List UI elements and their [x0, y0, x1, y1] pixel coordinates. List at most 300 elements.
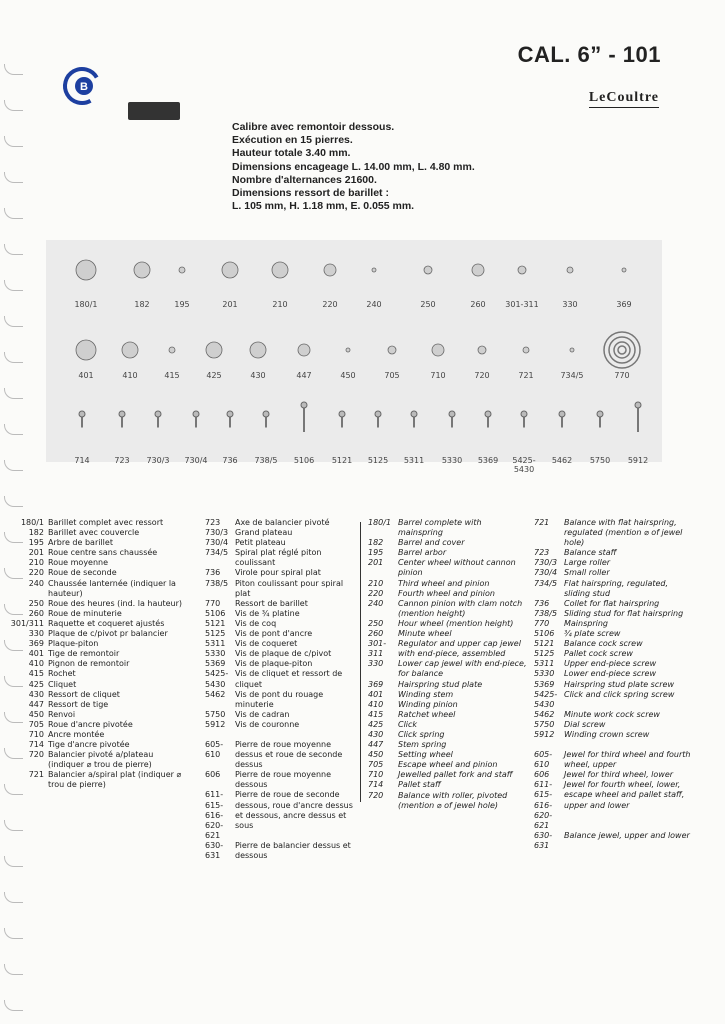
part-number: 195 [28, 538, 44, 548]
list-item [368, 730, 528, 740]
list-item [534, 750, 696, 770]
part-number: 5106 [205, 608, 226, 618]
list-item [205, 659, 355, 669]
english-list-left [368, 518, 528, 811]
part-description: Vis de coqueret [235, 639, 298, 649]
part-illustration [604, 332, 640, 368]
part-label: 770 [614, 371, 630, 380]
part-label: 714 [74, 456, 90, 465]
part-number: 770 [205, 598, 221, 608]
part-description: Roue moyenne [48, 558, 109, 568]
part-number: 723 [205, 518, 221, 527]
part-label: 721 [518, 371, 534, 380]
part-label: 425 [206, 371, 222, 380]
list-item [205, 639, 355, 649]
binder-hole [4, 1000, 23, 1011]
part-description: Minute wheel [398, 629, 452, 639]
part-illustration [372, 268, 376, 272]
part-illustration [472, 264, 484, 276]
part-number: 415 [368, 709, 384, 719]
list-item [6, 750, 190, 770]
part-number: 182 [28, 528, 44, 538]
cb-logo-icon [62, 66, 102, 106]
part-description: Vis de coq [235, 618, 277, 628]
part-number: 240 [368, 598, 384, 608]
part-number: 605-610 [205, 739, 224, 760]
list-item [534, 568, 696, 578]
part-number: 410 [368, 699, 384, 709]
part-number: 425 [28, 679, 44, 689]
part-description: Jewel for third wheel and fourth wheel, upper [564, 750, 691, 770]
part-number: 201 [28, 548, 44, 558]
english-list-right [534, 518, 696, 851]
part-number: 180/1 [368, 518, 392, 527]
part-number: 5912 [534, 729, 555, 739]
part-number: 5121 [205, 618, 226, 628]
part-label: 5750 [589, 456, 611, 465]
list-item [534, 619, 696, 629]
part-number [205, 730, 235, 740]
list-item [205, 579, 355, 599]
binder-hole [4, 928, 23, 939]
binder-hole [4, 352, 23, 363]
part-description: Jewel for fourth wheel, lower, escape wheel and pallet staff, upper and lower [564, 780, 685, 810]
part-number: 369 [28, 639, 44, 649]
part-number: 201 [368, 558, 384, 568]
divider [360, 522, 361, 802]
list-item [368, 629, 528, 639]
parts-plate [46, 240, 662, 474]
part-description: Pierre de roue de seconde dessous, roue d'ancre dessus et dessous, ancre dessus et sous [235, 790, 353, 830]
list-item [205, 669, 355, 689]
list-item [368, 579, 528, 589]
part-label: 250 [420, 300, 436, 309]
part-description: Arbre de barillet [48, 538, 113, 548]
part-number: 770 [534, 618, 550, 628]
part-illustration [485, 411, 491, 428]
part-number: 220 [368, 588, 384, 598]
list-item [6, 568, 190, 578]
part-description: Pignon de remontoir [48, 659, 130, 669]
binder-hole [4, 244, 23, 255]
part-label: 410 [122, 371, 138, 380]
part-label: 195 [174, 300, 190, 309]
list-item [205, 710, 355, 720]
part-number: 260 [368, 629, 384, 639]
part-description: Vis de couronne [235, 719, 300, 729]
part-illustration [298, 344, 310, 356]
part-description: Setting wheel [398, 750, 453, 760]
list-item [6, 639, 190, 649]
list-item [534, 579, 696, 599]
part-description: Barrel complete with mainspring [398, 518, 482, 538]
list-item [6, 558, 190, 568]
part-illustration [411, 411, 417, 428]
part-number: 611-615-616-620-621 [205, 790, 224, 840]
binder-hole [4, 424, 23, 435]
part-illustration [375, 411, 381, 428]
part-description: Vis de pont du rouage minuterie [235, 689, 324, 709]
list-item [6, 700, 190, 710]
part-number: 447 [28, 699, 44, 709]
part-number [534, 740, 564, 750]
part-description: Plaque de c/pivot pr balancier [48, 629, 168, 639]
list-item [205, 790, 355, 840]
spec-line: Dimensions ressort de barillet : [232, 187, 389, 200]
part-description: ¾ plate screw [564, 629, 621, 639]
part-number: 730/3 [205, 528, 229, 538]
spec-line: Nombre d'alternances 21600. [232, 173, 377, 186]
part-number: 5330 [205, 649, 226, 659]
part-description: Hour wheel (mention height) [398, 618, 514, 628]
part-description: Petit plateau [235, 538, 286, 548]
list-item [368, 538, 528, 548]
part-illustration [622, 268, 626, 272]
page-title: CAL. 6” - 101 [517, 42, 661, 67]
part-illustration [301, 402, 307, 432]
list-item [6, 690, 190, 700]
binder-hole [4, 964, 23, 975]
part-illustration [76, 260, 96, 280]
part-number: 425 [368, 719, 384, 729]
part-number: 5462 [205, 689, 226, 699]
list-item [534, 720, 696, 730]
part-illustration [263, 411, 269, 428]
part-label: 210 [272, 300, 288, 309]
part-number: 5125 [534, 649, 555, 659]
list-item [205, 528, 355, 538]
part-number: 220 [28, 568, 44, 578]
part-description: Center wheel without cannon pinion [398, 558, 516, 578]
part-illustration [79, 411, 85, 428]
part-description: Winding pinion [398, 699, 458, 709]
part-description: Piton coulissant pour spiral plat [235, 578, 344, 598]
part-description: Sliding stud for flat hairspring [564, 608, 684, 618]
part-number: 606 [534, 770, 550, 780]
part-illustration [134, 262, 150, 278]
part-number: 5106 [534, 629, 555, 639]
part-label: 5462 [551, 456, 573, 465]
binder-hole [4, 496, 23, 507]
part-number: 195 [368, 548, 384, 558]
list-item [534, 680, 696, 690]
list-item [6, 609, 190, 619]
part-number: 210 [28, 558, 44, 568]
part-description: Plaque-piton [48, 639, 99, 649]
part-number: 5125 [205, 629, 226, 639]
part-number: 738/5 [534, 608, 558, 618]
part-label: 430 [250, 371, 266, 380]
part-label: 720 [474, 371, 490, 380]
part-illustration [193, 411, 199, 428]
part-description: Ressort de barillet [235, 598, 308, 608]
part-illustration [523, 347, 529, 353]
part-number: 430 [28, 689, 44, 699]
list-item [6, 669, 190, 679]
part-label: 260 [470, 300, 486, 309]
part-description: Lower end-piece screw [564, 669, 657, 679]
part-illustration [478, 346, 486, 354]
part-description: Cannon pinion with clam notch (mention height) [398, 598, 523, 618]
part-description: Jewelled pallet fork and staff [398, 770, 513, 780]
part-description: Small roller [564, 568, 610, 578]
part-description: Winding crown screw [564, 729, 650, 739]
part-number: 730/3 [534, 558, 558, 568]
list-item [6, 619, 190, 629]
list-item [368, 599, 528, 619]
part-label: 730/3 [146, 456, 170, 465]
part-label: 5311 [403, 456, 425, 465]
part-label: 450 [340, 371, 356, 380]
part-description: Pallet staff [398, 780, 441, 790]
part-label: 180/1 [74, 300, 98, 309]
part-description: Roue d'ancre pivotée [48, 719, 133, 729]
part-illustration [570, 348, 574, 352]
part-number: 5311 [534, 659, 555, 669]
part-number: 736 [205, 568, 221, 578]
part-description: Cliquet [48, 679, 77, 689]
part-description: Spiral plat réglé piton coulissant [235, 548, 322, 568]
list-item [368, 659, 528, 679]
list-item [6, 730, 190, 740]
part-description: Rochet [48, 669, 76, 679]
part-description: Renvoi [48, 709, 76, 719]
part-description: Ressort de tige [48, 699, 109, 709]
part-description: Dial screw [564, 719, 606, 729]
part-description: Pierre de balancier dessus et dessous [235, 840, 351, 860]
part-description: Winding stem [398, 689, 454, 699]
list-item [205, 629, 355, 639]
part-label: 240 [366, 300, 382, 309]
part-illustration [346, 348, 350, 352]
part-label: 301-311 [505, 300, 539, 309]
svg-text:B: B [80, 81, 88, 93]
binder-hole [4, 100, 23, 111]
part-description: Ancre montée [48, 729, 105, 739]
part-illustration [388, 346, 396, 354]
part-description: Fourth wheel and pinion [398, 588, 495, 598]
part-description: Escape wheel and pinion [398, 760, 498, 770]
binder-hole [4, 172, 23, 183]
list-item [368, 518, 528, 538]
part-description: Ressort de cliquet [48, 689, 120, 699]
part-description: Pallet cock screw [564, 649, 633, 659]
part-number: 611-615-616-620-621 [534, 780, 553, 830]
part-number: 705 [368, 760, 384, 770]
part-illustration [119, 411, 125, 428]
binder-hole [4, 388, 23, 399]
part-illustration [227, 411, 233, 428]
part-illustration [432, 344, 444, 356]
part-number: 5369 [205, 659, 226, 669]
part-description: Balance with roller, pivoted (mention ⌀ of jewel hole) [398, 790, 508, 810]
part-number: 734/5 [205, 548, 229, 558]
list-item [368, 710, 528, 720]
part-number: 182 [368, 538, 384, 548]
list-item [6, 518, 190, 528]
list-item [6, 680, 190, 690]
list-item [534, 639, 696, 649]
part-description: Balance cock screw [564, 639, 643, 649]
part-label: 5369 [477, 456, 499, 465]
list-item [6, 740, 190, 750]
list-item [368, 750, 528, 760]
list-item [205, 690, 355, 710]
part-label: 182 [134, 300, 150, 309]
part-number: 720 [28, 750, 44, 760]
part-number: 738/5 [205, 578, 229, 588]
part-illustration [324, 264, 336, 276]
part-number: 714 [28, 740, 44, 750]
french-list-right [205, 518, 355, 861]
parts-illustration [46, 240, 662, 474]
part-description: Balance with flat hairspring, regulated (mention ⌀ of jewel hole) [564, 518, 683, 548]
list-item [6, 710, 190, 720]
part-illustration [179, 267, 185, 273]
spec-line: Calibre avec remontoir dessous. [232, 121, 395, 133]
part-label: 723 [114, 456, 130, 465]
part-label: 730/4 [184, 456, 208, 465]
list-item [205, 518, 355, 528]
part-description: Vis de pont d'ancre [235, 629, 313, 639]
list-item [534, 730, 696, 740]
list-item [6, 629, 190, 639]
binder-hole [4, 460, 23, 471]
part-label: 5125 [367, 456, 389, 465]
part-number: 5912 [205, 719, 226, 729]
list-item [368, 780, 528, 790]
list-item [534, 690, 696, 710]
part-illustration [521, 411, 527, 428]
part-number: 5330 [534, 669, 555, 679]
part-illustration [449, 411, 455, 428]
part-number: 605-610 [534, 750, 553, 770]
list-item [205, 649, 355, 659]
part-description: Vis de plaque-piton [235, 659, 313, 669]
part-label: 401 [78, 371, 94, 380]
part-number: 714 [368, 780, 384, 790]
part-illustration [559, 411, 565, 428]
part-label: 710 [430, 371, 446, 380]
part-number: 301-311 [368, 639, 387, 659]
part-label: 415 [164, 371, 180, 380]
part-description: Regulator and upper cap jewel with end-piece, assembled [398, 639, 521, 659]
part-number: 401 [368, 689, 384, 699]
part-number: 5425-5430 [205, 669, 229, 689]
part-illustration [424, 266, 432, 274]
list-item [534, 770, 696, 780]
part-number: 630-631 [205, 840, 224, 860]
part-number: 5750 [205, 709, 226, 719]
part-number: 447 [368, 740, 384, 750]
part-number: 730/4 [205, 538, 229, 548]
part-description: Ratchet wheel [398, 709, 456, 719]
list-item [368, 760, 528, 770]
list-item [534, 548, 696, 558]
part-number: 450 [28, 709, 44, 719]
list-item [534, 740, 696, 750]
part-label: 5425- [512, 456, 536, 465]
part-description: Stem spring [398, 740, 447, 750]
part-label: 330 [562, 300, 578, 309]
part-number: 401 [28, 649, 44, 659]
part-description: Grand plateau [235, 528, 293, 538]
list-item [6, 770, 190, 790]
part-number: 301/311 [10, 618, 44, 628]
part-label: 736 [222, 456, 238, 465]
part-description: Upper end-piece screw [564, 659, 657, 669]
spec-line: Exécution en 15 pierres. [232, 134, 353, 147]
part-description: Vis de cliquet et ressort de cliquet [235, 669, 343, 689]
part-label: 5106 [293, 456, 315, 465]
part-number: 330 [368, 659, 384, 669]
part-number: 5311 [205, 639, 226, 649]
part-label: 5912 [627, 456, 649, 465]
part-number: 721 [534, 518, 550, 527]
list-item [534, 831, 696, 851]
list-item [534, 669, 696, 679]
list-item [205, 619, 355, 629]
part-description: Tige d'ancre pivotée [48, 740, 130, 750]
part-number: 415 [28, 669, 44, 679]
list-item [205, 720, 355, 730]
part-number: 330 [28, 629, 44, 639]
part-description: Click spring [398, 729, 445, 739]
part-description: Click [398, 719, 418, 729]
part-number: 723 [534, 548, 550, 558]
binder-hole [4, 820, 23, 831]
part-description: Lower cap jewel with end-piece, for balance [398, 659, 527, 679]
part-description: Chaussée lanternée (indiquer la hauteur) [48, 578, 176, 598]
part-number: 705 [28, 719, 44, 729]
part-description: Pierre de roue moyenne dessous [235, 770, 332, 790]
part-number: 210 [368, 578, 384, 588]
list-item [205, 568, 355, 578]
part-description: Roue des heures (ind. la hauteur) [48, 598, 182, 608]
list-item [6, 720, 190, 730]
part-description: Minute work cock screw [564, 709, 660, 719]
list-item [368, 680, 528, 690]
list-item [534, 609, 696, 619]
list-item [6, 649, 190, 659]
part-number: 606 [205, 770, 221, 780]
list-item [368, 619, 528, 629]
part-label: 738/5 [254, 456, 278, 465]
list-item [534, 629, 696, 639]
part-number: 5369 [534, 679, 555, 689]
part-label: 369 [616, 300, 632, 309]
part-number: 720 [368, 790, 384, 800]
part-description: Balancier a/spiral plat (indiquer ⌀ trou de pierre) [48, 770, 182, 790]
part-description: Third wheel and pinion [398, 578, 490, 588]
brand-logo: LeCoultre [589, 90, 659, 108]
part-illustration [339, 411, 345, 428]
list-item [205, 538, 355, 548]
list-item [534, 558, 696, 568]
list-item [368, 690, 528, 700]
part-description: Barrel arbor [398, 548, 447, 558]
part-description: Barillet complet avec ressort [48, 518, 164, 527]
part-illustration [222, 262, 238, 278]
list-item [205, 730, 355, 740]
part-label: 220 [322, 300, 338, 309]
part-number: 5121 [534, 639, 555, 649]
part-description: Axe de balancier pivoté [235, 518, 330, 527]
list-item [6, 579, 190, 599]
list-item [368, 558, 528, 578]
list-item [6, 548, 190, 558]
part-description: Virole pour spiral plat [235, 568, 321, 578]
